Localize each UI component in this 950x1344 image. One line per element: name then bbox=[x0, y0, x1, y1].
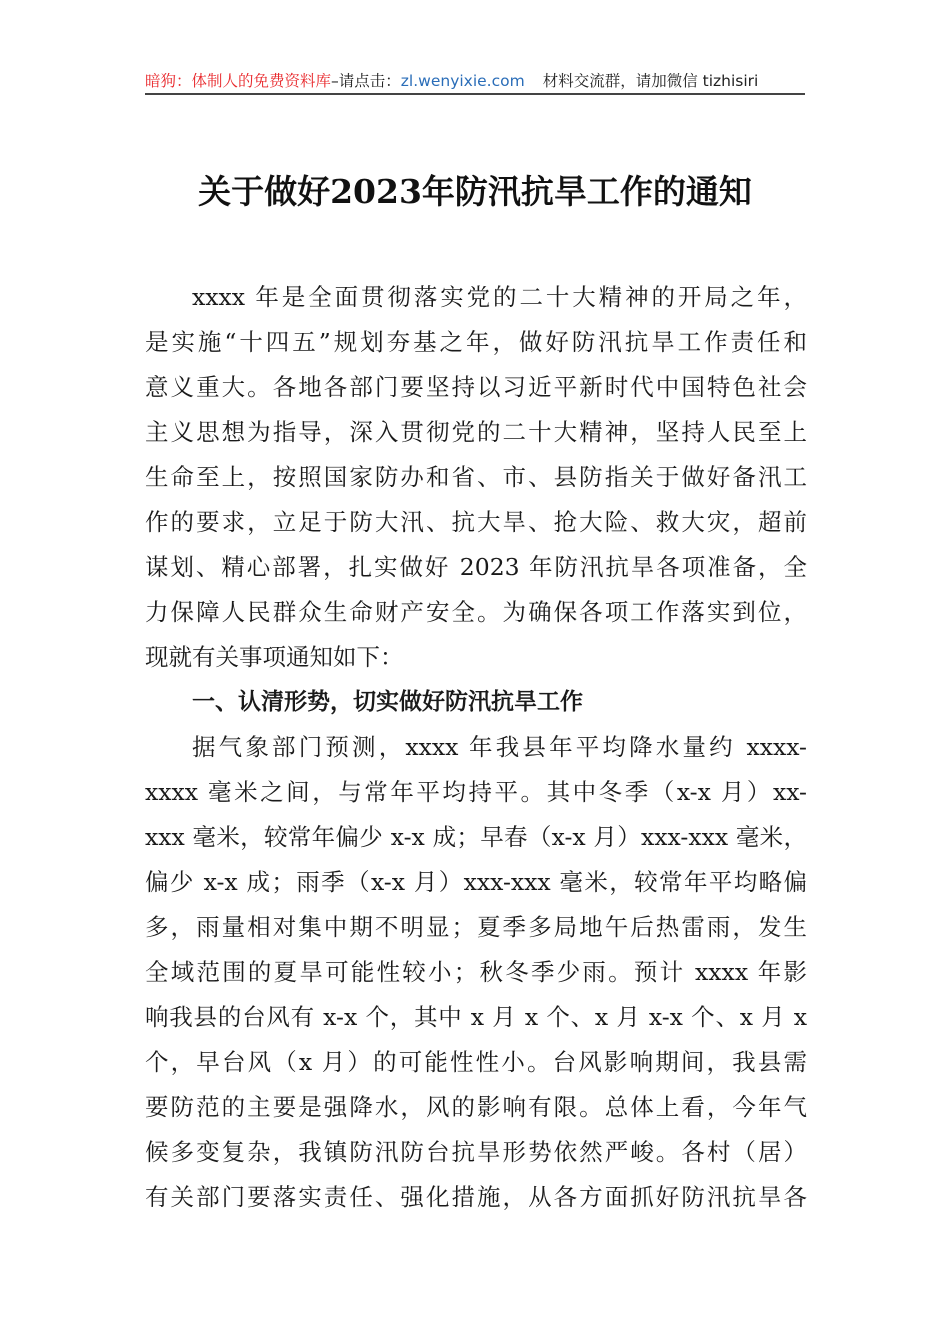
paragraph-line: 多，雨量相对集中期不明显；夏季多局地午后热雷雨，发生 bbox=[145, 913, 807, 941]
paragraph-line: 主义思想为指导，深入贯彻党的二十大精神，坚持人民至上 bbox=[145, 418, 807, 446]
paragraph-line: 是实施“十四五”规划夯基之年，做好防汛抗旱工作责任和 bbox=[145, 328, 807, 356]
header-divider bbox=[145, 93, 805, 95]
paragraph-line: 候多变复杂，我镇防汛防台抗旱形势依然严峻。各村（居） bbox=[145, 1138, 807, 1166]
promo-header bbox=[145, 70, 805, 94]
paragraph-line: 力保障人民群众生命财产安全。为确保各项工作落实到位， bbox=[145, 598, 807, 626]
paragraph-line: 据气象部门预测，xxxx 年我县年平均降水量约 xxxx- bbox=[192, 733, 807, 761]
paragraph-line: 响我县的台风有 x-x 个，其中 x 月 x 个、x 月 x-x 个、x 月 x bbox=[145, 1003, 807, 1031]
document-body bbox=[145, 275, 807, 1220]
paragraph-line: 有关部门要落实责任、强化措施，从各方面抓好防汛抗旱各 bbox=[145, 1183, 807, 1211]
paragraph-line: 全域范围的夏旱可能性较小；秋冬季少雨。预计 xxxx 年影 bbox=[145, 958, 807, 986]
paragraph-line: xxx 毫米，较常年偏少 x-x 成；早春（x-x 月）xxx-xxx 毫米， bbox=[145, 823, 807, 851]
paragraph-line: 个，早台风（x 月）的可能性性小。台风影响期间，我县需 bbox=[145, 1048, 807, 1076]
paragraph-line: 意义重大。各地各部门要坚持以习近平新时代中国特色社会 bbox=[145, 373, 807, 401]
paragraph-line: 要防范的主要是强降水，风的影响有限。总体上看，今年气 bbox=[145, 1093, 807, 1121]
promo-contact: 材料交流群，请加微信 tizhisiri bbox=[542, 72, 759, 90]
paragraph-line: xxxx 毫米之间，与常年平均持平。其中冬季（x-x 月）xx- bbox=[145, 778, 807, 806]
paragraph-line: 谋划、精心部署，扎实做好 2023 年防汛抗旱各项准备，全 bbox=[145, 553, 807, 581]
paragraph-line: 现就有关事项通知如下： bbox=[145, 643, 404, 671]
section-heading: 一、认清形势，切实做好防汛抗旱工作 bbox=[192, 689, 583, 715]
paragraph-line: 作的要求，立足于防大汛、抗大旱、抢大险、救大灾，超前 bbox=[145, 508, 807, 536]
promo-prefix: –请点击： bbox=[331, 72, 401, 90]
paragraph-line: 生命至上，按照国家防办和省、市、县防指关于做好备汛工 bbox=[145, 463, 807, 491]
promo-site-name: 暗狗：体制人的免费资料库 bbox=[145, 72, 332, 90]
paragraph-line: 偏少 x-x 成；雨季（x-x 月）xxx-xxx 毫米，较常年平均略偏 bbox=[145, 868, 807, 896]
document-title: 关于做好2023年防汛抗旱工作的通知 bbox=[198, 172, 752, 211]
promo-link[interactable]: zl.wenyixie.com bbox=[400, 72, 525, 90]
paragraph-line: xxxx 年是全面贯彻落实党的二十大精神的开局之年， bbox=[192, 283, 807, 311]
